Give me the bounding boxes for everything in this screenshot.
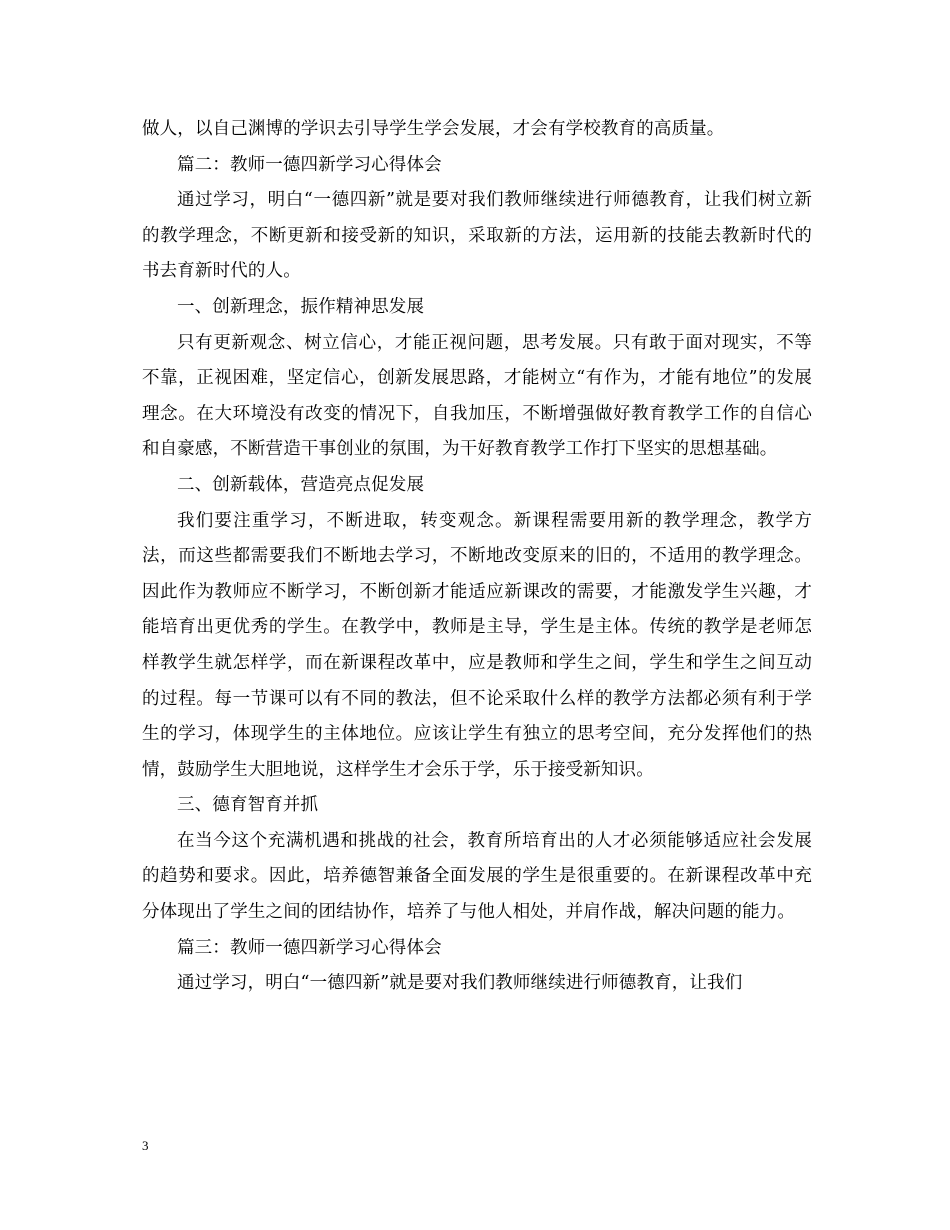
subheading-innovate-ideas: 一、创新理念，振作精神思发展 (177, 296, 425, 317)
section-heading-part-two: 篇二：教师一德四新学习心得体会 (177, 154, 442, 175)
page-number: 3 (142, 1138, 149, 1153)
paragraph-continuation: 做人，以自己渊博的学识去引导学生学会发展，才会有学校教育的高质量。 (142, 119, 725, 139)
subheading-innovate-carriers: 二、创新载体，营造亮点促发展 (177, 474, 425, 495)
paragraph-moral-intellectual: 在当今这个充满机遇和挑战的社会，教育所培育出的人才必须能够适应社会发展的趋势和要求。因此，培养德智兼备全面发展的学生是很重要的。在新课程改革中充分体现出了学生之间的团结协作，培养了与他人相处，并肩作战，解决问题的能力。 (142, 830, 812, 923)
paragraph-innovate-ideas: 只有更新观念、树立信心，才能正视问题，思考发展。只有敢于面对现实，不等不靠，正视困难，坚定信心，创新发展思路，才能树立“有作为，才能有地位”的发展理念。在大环境没有改变的情况下，自我加压，不断增强做好教育教学工作的自信心和自豪感，不断营造干事创业的氛围，为干好教育教学工作打下坚实的思想基础。 (142, 332, 812, 460)
paragraph-innovate-carriers: 我们要注重学习，不断进取，转变观念。新课程需要用新的教学理念，教学方法，而这些都需要我们不断地去学习，不断地改变原来的旧的，不适用的教学理念。因此作为教师应不断学习，不断创新才能适应新课改的需要，才能激发学生兴趣，才能培育出更优秀的学生。在教学中，教师是主导，学生是主体。传统的教学是老师怎样教学生就怎样学，而在新课程改革中，应是教师和学生之间，学生和学生之间互动的过程。每一节课可以有不同的教法，但不论采取什么样的教学方法都必须有利于学生的学习，体现学生的主体地位。应该让学生有独立的思考空间，充分发挥他们的热情，鼓励学生大胆地说，这样学生才会乐于学，乐于接受新知识。 (142, 510, 812, 780)
section-heading-part-three: 篇三：教师一德四新学习心得体会 (177, 937, 442, 958)
document-body (142, 112, 812, 1002)
subheading-moral-intellectual: 三、德育智育并抓 (177, 795, 319, 816)
paragraph-intro-part-three: 通过学习，明白“一德四新”就是要对我们教师继续进行师德教育，让我们 (177, 973, 743, 994)
paragraph-intro-part-two: 通过学习，明白“一德四新”就是要对我们教师继续进行师德教育，让我们树立新的教学理念，不断更新和接受新的知识，采取新的方法，运用新的技能去教新时代的书去育新时代的人。 (142, 190, 812, 282)
